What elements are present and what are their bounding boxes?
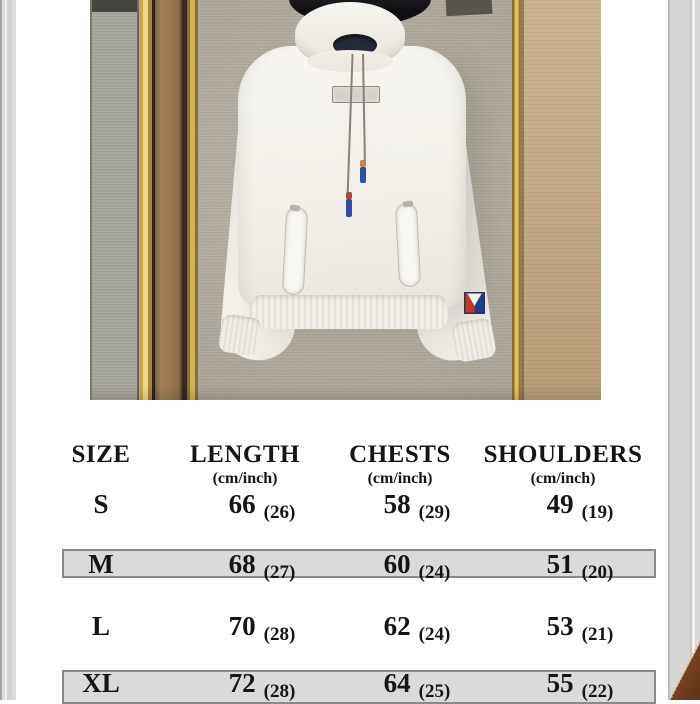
drawstring-tip-left [346,199,352,217]
chest-inch: (25) [418,681,451,702]
length-inch: (26) [263,502,296,523]
table-row-l [62,611,656,645]
table-row-s [62,489,656,523]
length-inch: (27) [263,562,296,583]
wood-panel [522,0,601,400]
shoulder-inch: (20) [581,562,614,583]
header-shoulders-sub: (cm/inch) [530,470,596,487]
size-label: XL [82,668,120,698]
v-logo-patch [464,292,485,314]
size-chart-header [62,442,656,487]
floor-shadow [92,386,601,400]
header-chests-sub: (cm/inch) [367,470,433,487]
left-edge-strip [0,0,16,700]
leather-bag-corner-thumbnail [668,638,700,700]
length-inch: (28) [263,624,296,645]
length-cm: 70 [228,611,256,641]
length-cm: 66 [228,489,256,519]
chest-inch: (24) [418,624,451,645]
zip-pocket-right [396,204,420,287]
shoulder-cm: 49 [546,489,574,519]
drawstring-band-right [360,160,366,167]
right-edge-strip [668,0,700,700]
chest-cm: 60 [383,549,411,579]
length-cm: 68 [228,549,256,579]
product-photo [90,0,601,400]
header-size [62,442,160,487]
header-chests [330,442,470,487]
gold-trim-strip [512,0,522,400]
length-inch: (28) [263,681,296,702]
gold-framed-wood-column [137,0,198,400]
shoulder-inch: (19) [581,502,614,523]
header-shoulders [470,442,656,487]
shoulder-cm: 55 [546,668,574,698]
shoulder-cm: 53 [546,611,574,641]
chest-inch: (24) [418,562,451,583]
hoodie-left-cuff [218,313,263,356]
chest-inch: (29) [418,502,451,523]
hoodie-ribbed-hem [250,295,448,329]
header-length [160,442,330,487]
header-length-label: LENGTH [190,441,300,468]
header-size-label: SIZE [71,441,131,468]
header-chests-label: CHESTS [349,441,451,468]
zipper-pull-left [290,204,301,211]
header-length-sub: (cm/inch) [212,470,278,487]
chest-box-logo [332,86,380,103]
drawstring-tip-right [360,167,366,183]
header-shoulders-label: SHOULDERS [483,441,643,468]
table-row-xl [62,668,656,702]
hood-drape [307,50,393,72]
ceiling-reflection-right [446,0,493,16]
shoulder-inch: (22) [581,681,614,702]
hoodie-right-cuff [451,317,497,363]
table-row-m [62,549,656,583]
size-label: S [93,489,109,519]
chest-cm: 64 [383,668,411,698]
drawstring-band-left [346,192,352,199]
size-label: M [88,549,114,579]
grey-wall [92,0,139,400]
size-label: L [91,611,110,641]
shoulder-cm: 51 [546,549,574,579]
shoulder-inch: (21) [581,624,614,645]
chest-cm: 58 [383,489,411,519]
length-cm: 72 [228,668,256,698]
chest-cm: 62 [383,611,411,641]
